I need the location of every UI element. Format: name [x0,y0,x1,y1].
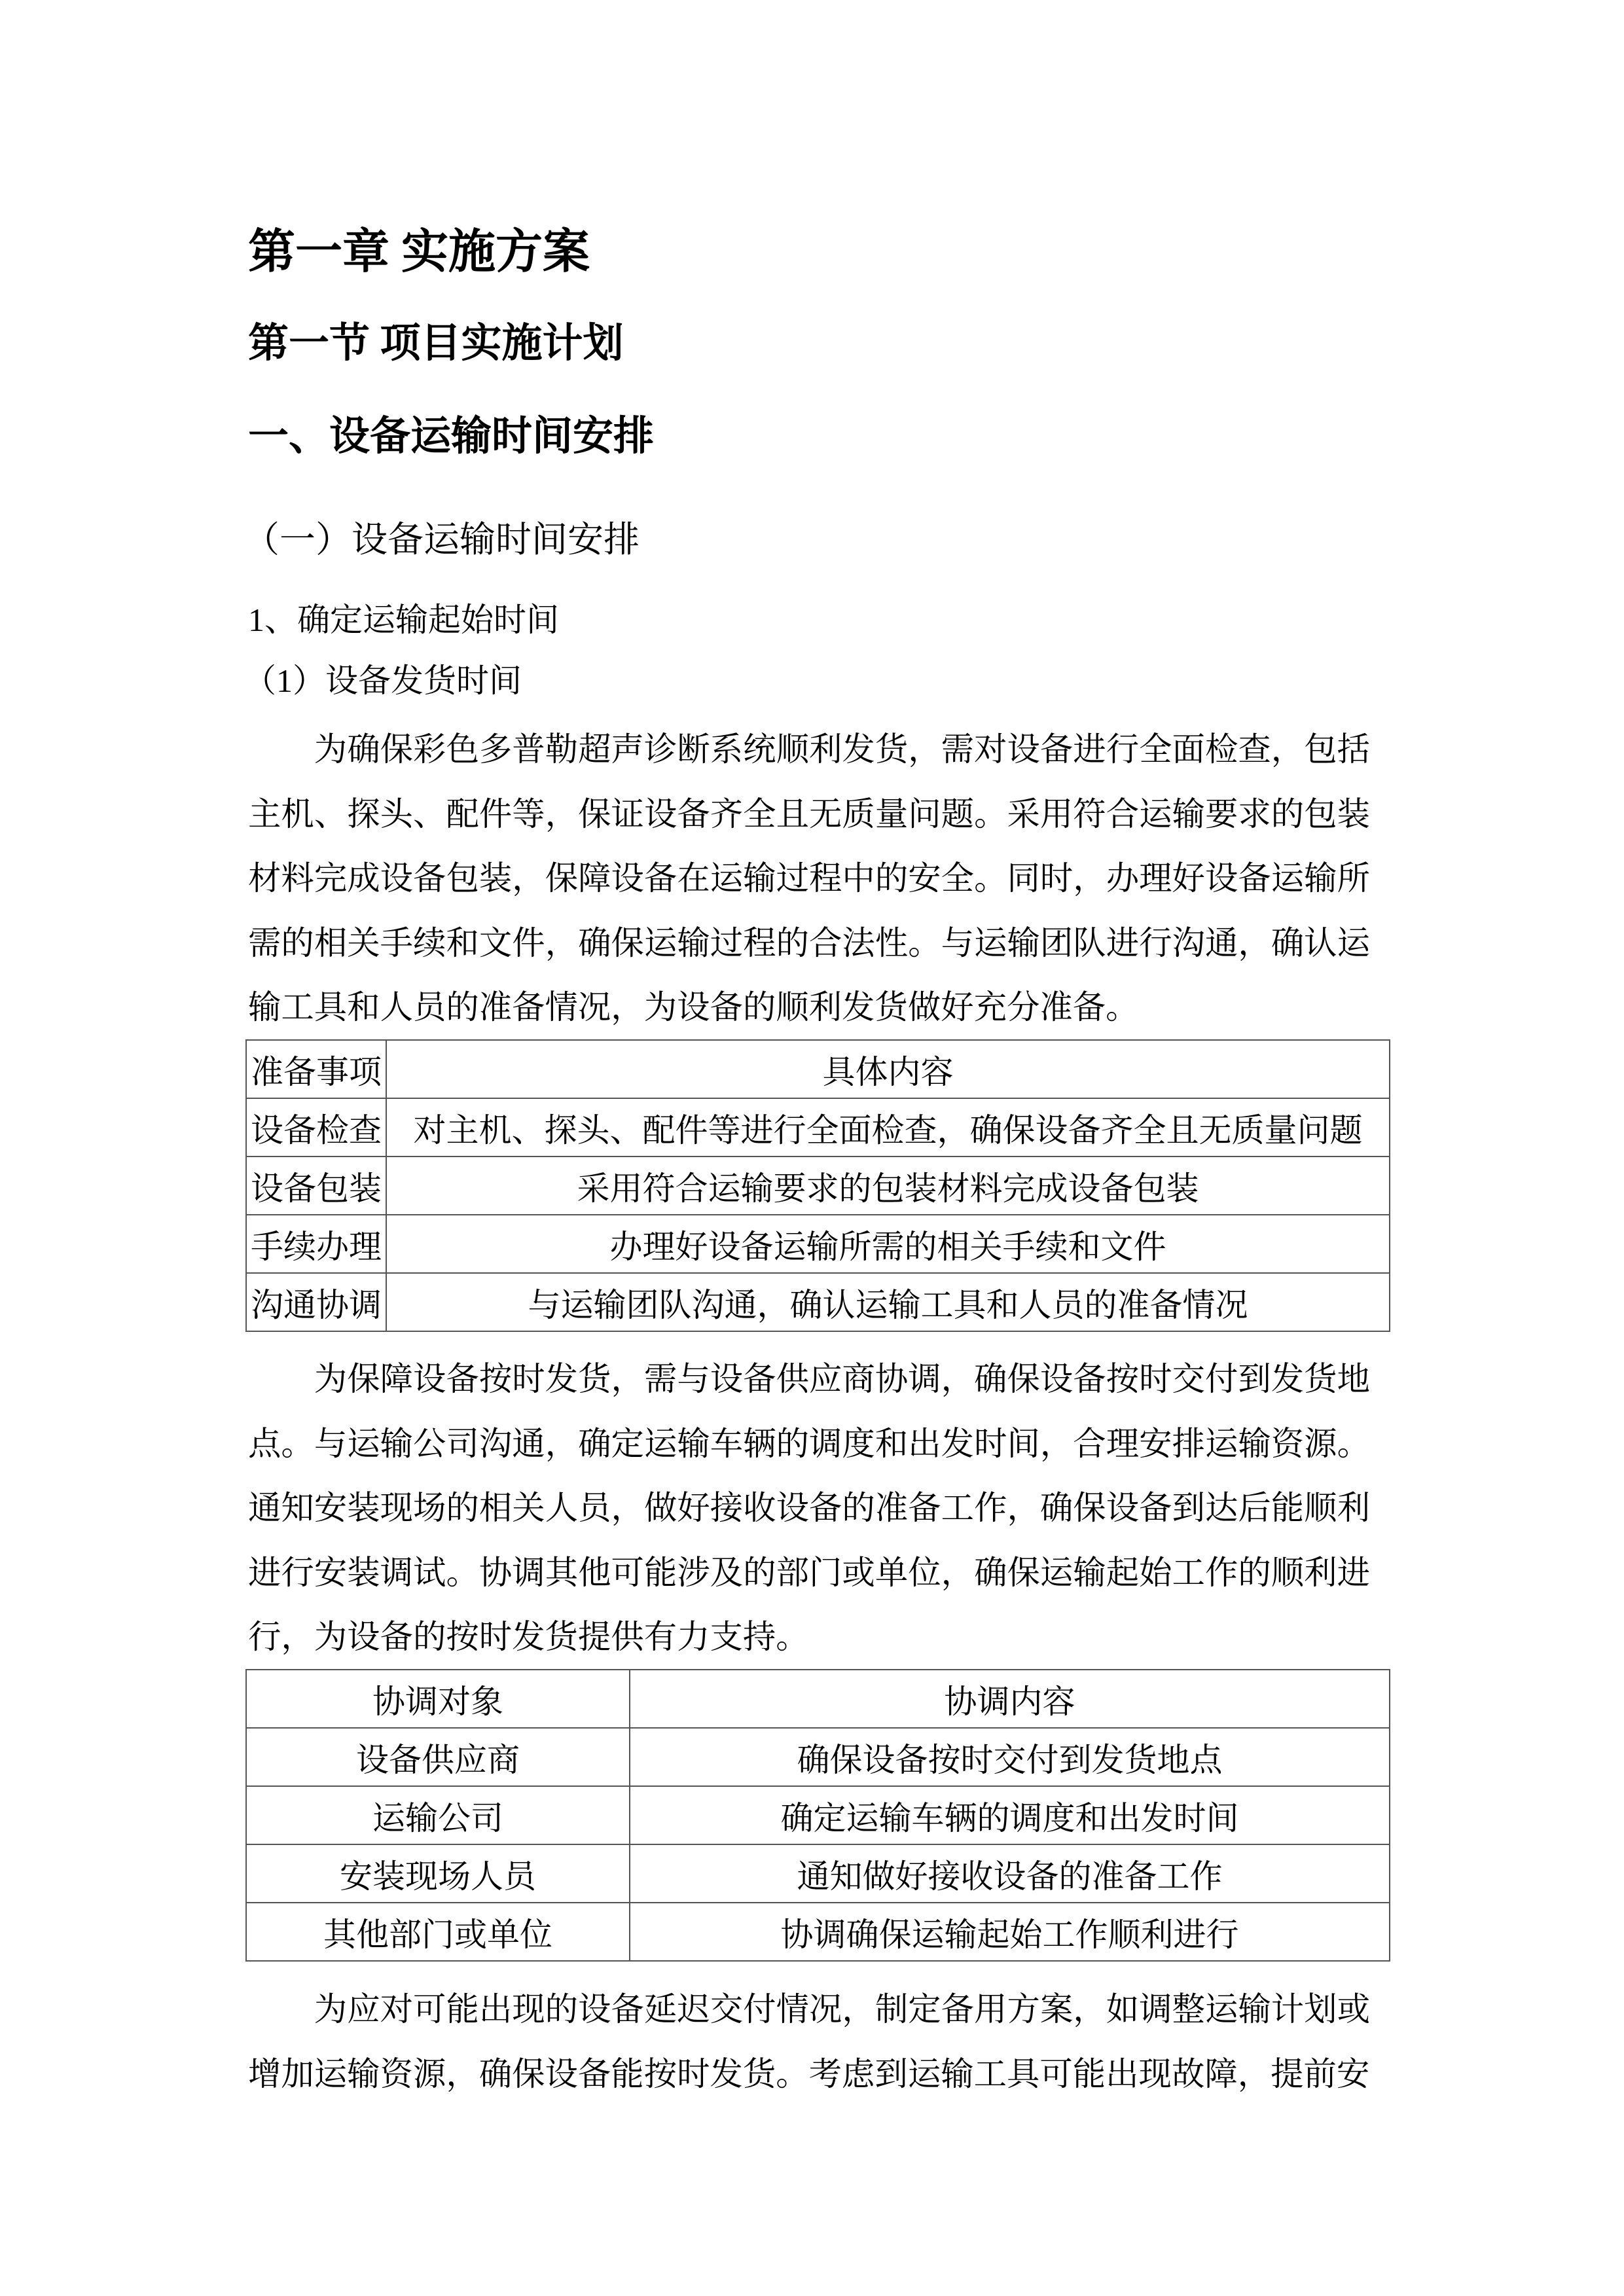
table-cell: 对主机、探头、配件等进行全面检查，确保设备齐全且无质量问题 [386,1098,1390,1157]
table-row [246,1903,1390,1961]
table-cell: 确保设备按时交付到发货地点 [630,1728,1390,1786]
table-cell: 采用符合运输要求的包装材料完成设备包装 [386,1157,1390,1215]
sub-item-heading: （1）设备发货时间 [244,662,522,699]
table-row [246,1844,1390,1903]
table-cell: 沟通协调 [246,1273,386,1331]
table-header-cell: 协调对象 [246,1670,630,1728]
table-cell: 设备供应商 [246,1728,630,1786]
table-cell: 运输公司 [246,1786,630,1844]
table-cell: 确定运输车辆的调度和出发时间 [630,1786,1390,1844]
table-cell: 与运输团队沟通，确认运输工具和人员的准备情况 [386,1273,1390,1331]
coordination-table [245,1669,1390,1962]
table-header-row [246,1040,1390,1098]
subsection-title: 一、设备运输时间安排 [248,414,655,459]
paragraph-shipping-prep: 为确保彩色多普勒超声诊断系统顺利发货，需对设备进行全面检查，包括主机、探头、配件等，保证设备齐全且无质量问题。采用符合运输要求的包装材料完成设备包装，保障设备在运输过程中的安全。同时，办理好设备运输所需的相关手续和文件，确保运输过程的合法性。与运输团队进行沟通，确认运输工具和人员的准备情况，为设备的顺利发货做好充分准备。 [248,731,1370,1026]
table-cell: 设备包装 [246,1157,386,1215]
table-cell: 手续办理 [246,1215,386,1273]
table-row [246,1728,1390,1786]
item-heading: 1、确定运输起始时间 [248,601,559,638]
paragraph-coordination: 为保障设备按时发货，需与设备供应商协调，确保设备按时交付到发货地点。与运输公司沟通，确定运输车辆的调度和出发时间，合理安排运输资源。通知安装现场的相关人员，做好接收设备的准备工作，确保设备到达后能顺利进行安装调试。协调其他可能涉及的部门或单位，确保运输起始工作的顺利进行，为设备的按时发货提供有力支持。 [248,1361,1370,1655]
table-cell: 安装现场人员 [246,1844,630,1903]
table-cell: 办理好设备运输所需的相关手续和文件 [386,1215,1390,1273]
table-header-cell: 协调内容 [630,1670,1390,1728]
sub-subsection-title: （一）设备运输时间安排 [244,520,640,560]
preparation-table [245,1039,1390,1332]
table-cell: 设备检查 [246,1098,386,1157]
chapter-title: 第一章 实施方案 [248,226,590,278]
table-row [246,1273,1390,1331]
table-header-cell: 具体内容 [386,1040,1390,1098]
table-cell: 协调确保运输起始工作顺利进行 [630,1903,1390,1961]
table-row [246,1157,1390,1215]
table-row [246,1098,1390,1157]
section-title: 第一节 项目实施计划 [248,321,624,366]
table-cell: 其他部门或单位 [246,1903,630,1961]
table-header-cell: 准备事项 [246,1040,386,1098]
table-row [246,1786,1390,1844]
table-header-row [246,1670,1390,1728]
paragraph-contingency: 为应对可能出现的设备延迟交付情况，制定备用方案，如调整运输计划或增加运输资源，确保设备能按时发货。考虑到运输工具可能出现故障，提前安 [248,1991,1370,2092]
table-row [246,1215,1390,1273]
table-cell: 通知做好接收设备的准备工作 [630,1844,1390,1903]
